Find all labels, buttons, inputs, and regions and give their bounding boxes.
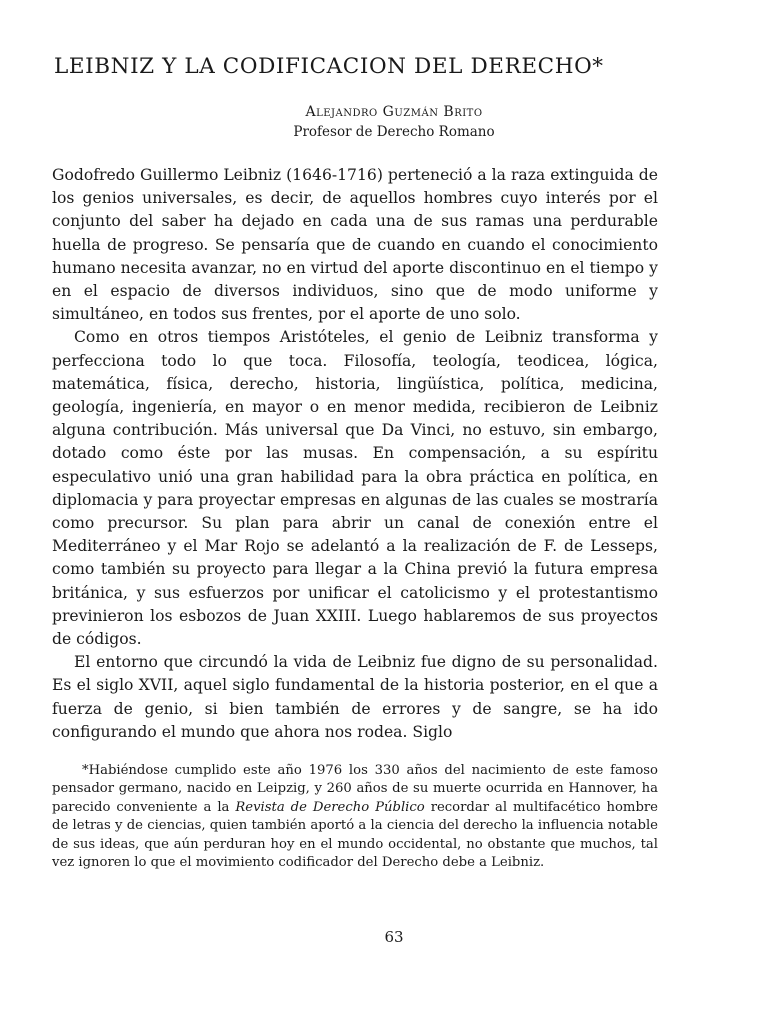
footnote <box>52 762 658 872</box>
paragraph-3: El entorno que circundó la vida de Leibniz fue digno de su personalidad. Es el siglo XVII, aquel siglo fundamental de la historia posterior, en el que a fuerza de genio, si bien también de errores y de sangre, se ha ido configurando el mundo que ahora nos rodea. Siglo <box>52 653 658 741</box>
paragraph-2: Como en otros tiempos Aristóteles, el genio de Leibniz transforma y perfecciona todo lo que toca. Filosofía, teología, teodicea, lógica, matemática, física, derecho, historia, lingüística, política, medicina, geología, ingeniería, en mayor o en menor medida, recibieron de Leibniz alguna contribución. Más universal que Da Vinci, no estuvo, sin embargo, dotado como éste por las musas. En compensación, a su espíritu especulativo unió una gran habilidad para la obra práctica en política, en diplomacia y para proyectar empresas en algunas de las cuales se mostraría como precursor. Su plan para abrir un canal de conexión entre el Mediterráneo y el Mar Rojo se adelantó a la realización de F. de Lesseps, como también su proyecto para llegar a la China previó la futura empresa británica, y sus esfuerzos por unificar el catolicismo y el protestantismo previnieron los esbozos de Juan XXIII. Luego hablaremos de sus proyectos de códigos. <box>52 328 658 649</box>
footnote-part-1: *Habiéndose cumplido este año 1976 los 330 años del nacimiento de este famoso pensador germano, nacido en Leipzig, y 260 años de su muerte ocurrida en Hannover, ha parecido conveniente a la <box>52 763 658 815</box>
paragraph-1: Godofredo Guillermo Leibniz (1646-1716) perteneció a la raza extinguida de los genios universales, es decir, de aquellos hombres cuyo interés por el conjunto del saber ha dejado en cada una de sus ramas una perdurable huella de progreso. Se pensaría que de cuando en cuando el conocimiento humano necesita avanzar, no en virtud del aporte discontinuo en el tiempo y en el espacio de diversos individuos, sino que de modo uniforme y simultáneo, en todos sus frentes, por el aporte de uno solo. <box>52 166 658 324</box>
author-name: Alejandro Guzmán Brito <box>305 104 483 120</box>
footnote-text <box>52 762 658 872</box>
article-body <box>52 164 658 744</box>
page-number: 63 <box>384 928 404 946</box>
author-affiliation: Profesor de Derecho Romano <box>293 124 495 140</box>
footnote-part-2: recordar al multifacético hombre de letras y de ciencias, quien también aportó a la ciencia del derecho la influencia notable de sus ideas, que aún perduran hoy en el mundo occidental, no obstante que muchos, tal vez ignoren lo que el movimiento codificador del Derecho debe a Leibniz. <box>52 799 658 871</box>
article-title: LEIBNIZ Y LA CODIFICACION DEL DERECHO* <box>54 54 604 79</box>
journal-name: Revista de Derecho Público <box>235 799 425 815</box>
